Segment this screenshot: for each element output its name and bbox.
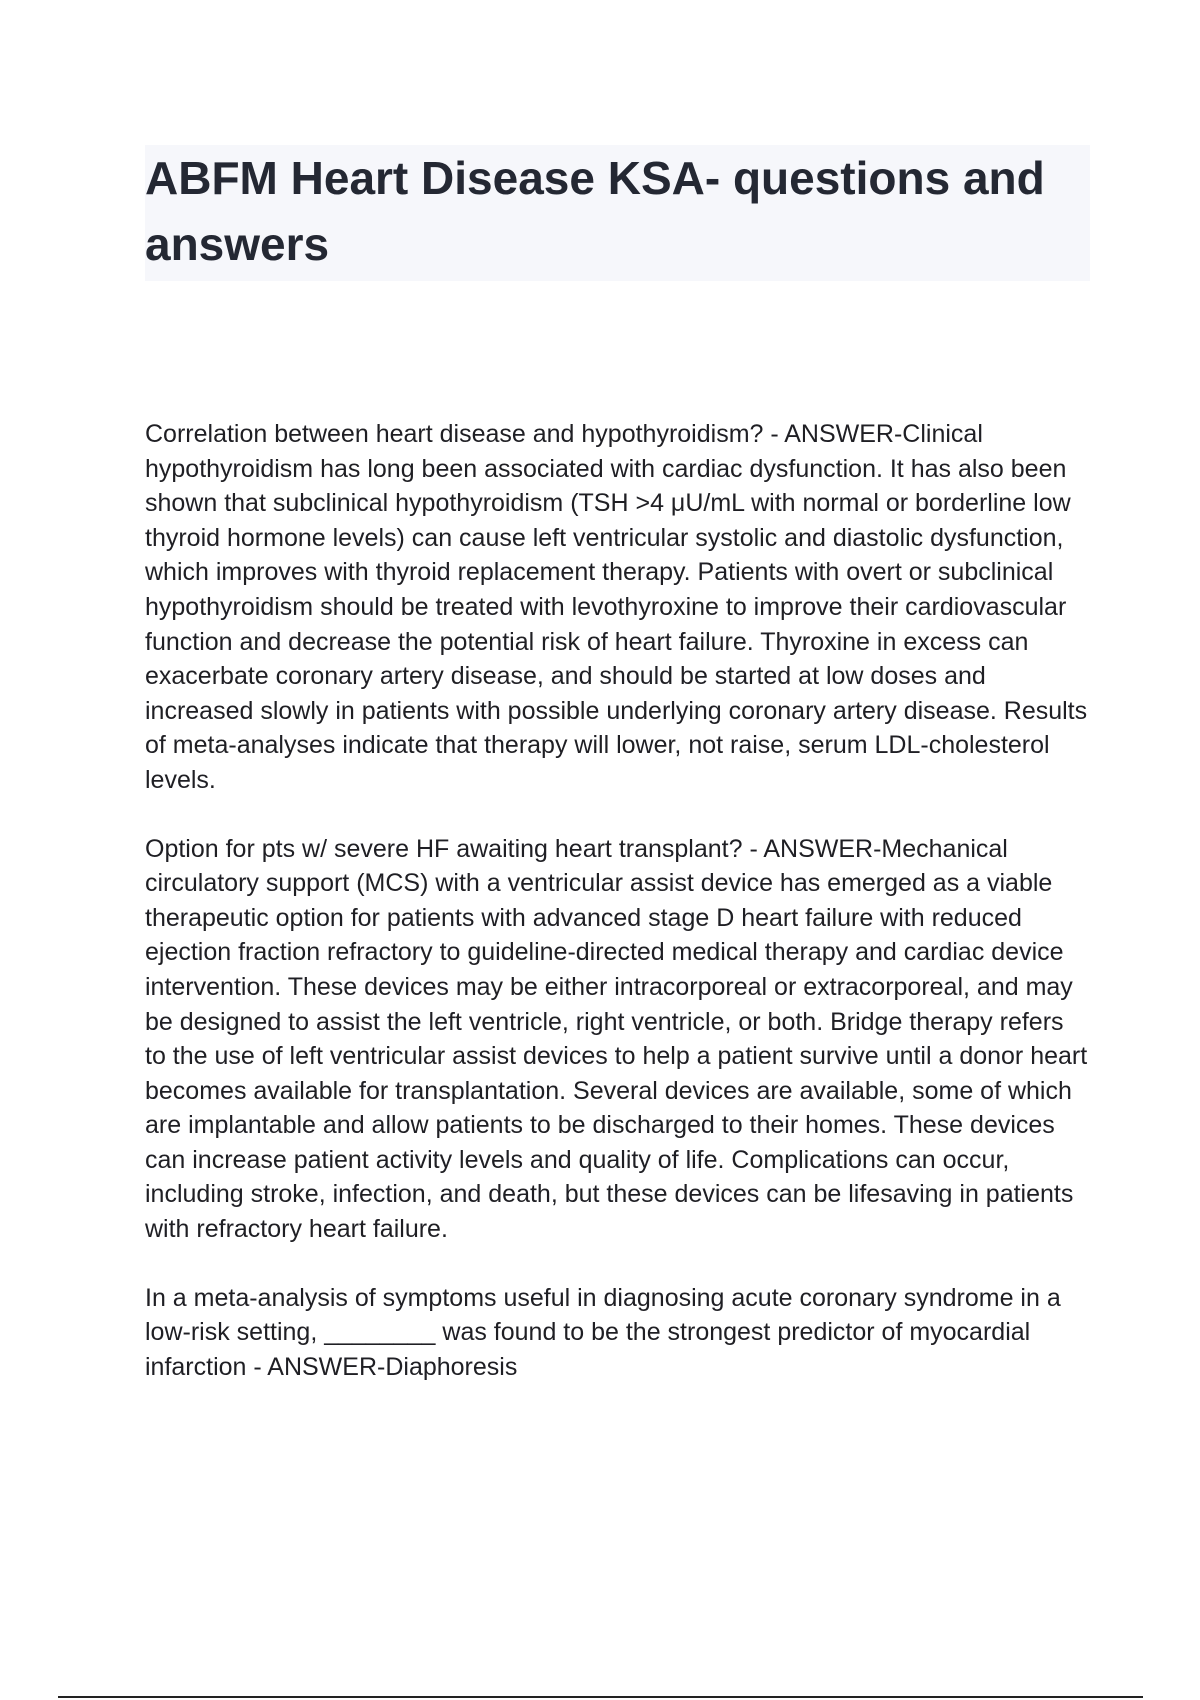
title-banner bbox=[145, 145, 1090, 281]
qa-entry: Correlation between heart disease and hypothyroidism? - ANSWER-Clinical hypothyroidism has long been associated with cardiac dysfunction. It has also been shown that subclinical hypothyroidism (TSH >4 μU/mL with normal or borderline low thyroid hormone levels) can cause left ventricular systolic and diastolic dysfunction, which improves with thyroid replacement therapy. Patients with overt or subclinical hypothyroidism should be treated with levothyroxine to improve their cardiovascular function and decrease the potential risk of heart failure. Thyroxine in excess can exacerbate coronary artery disease, and should be started at low doses and increased slowly in patients with possible underlying coronary artery disease. Results of meta-analyses indicate that therapy will lower, not raise, serum LDL-cholesterol levels. bbox=[145, 420, 1088, 794]
qa-entry: Option for pts w/ severe HF awaiting heart transplant? - ANSWER-Mechanical circulatory support (MCS) with a ventricular assist device has emerged as a viable therapeutic option for patients with advanced stage D heart failure with reduced ejection fraction refractory to guideline-directed medical therapy and cardiac device intervention. These devices may be either intracorporeal or extracorporeal, and may be designed to assist the left ventricle, right ventricle, or both. Bridge therapy refers to the use of left ventricular assist devices to help a patient survive until a donor heart becomes available for transplantation. Several devices are available, some of which are implantable and allow patients to be discharged to their homes. These devices can increase patient activity levels and quality of life. Complications can occur, including stroke, infection, and death, but these devices can be lifesaving in patients with refractory heart failure. bbox=[145, 834, 1088, 1244]
qa-entry: In a meta-analysis of symptoms useful in diagnosing acute coronary syndrome in a low-risk setting, ________ was found to be the strongest predictor of myocardial infarction - ANSWER-Diaphoresis bbox=[145, 1283, 1061, 1381]
footer-divider bbox=[58, 1696, 1143, 1698]
qa-list bbox=[145, 417, 1090, 1418]
document-title: ABFM Heart Disease KSA- questions and answers bbox=[145, 152, 1045, 270]
